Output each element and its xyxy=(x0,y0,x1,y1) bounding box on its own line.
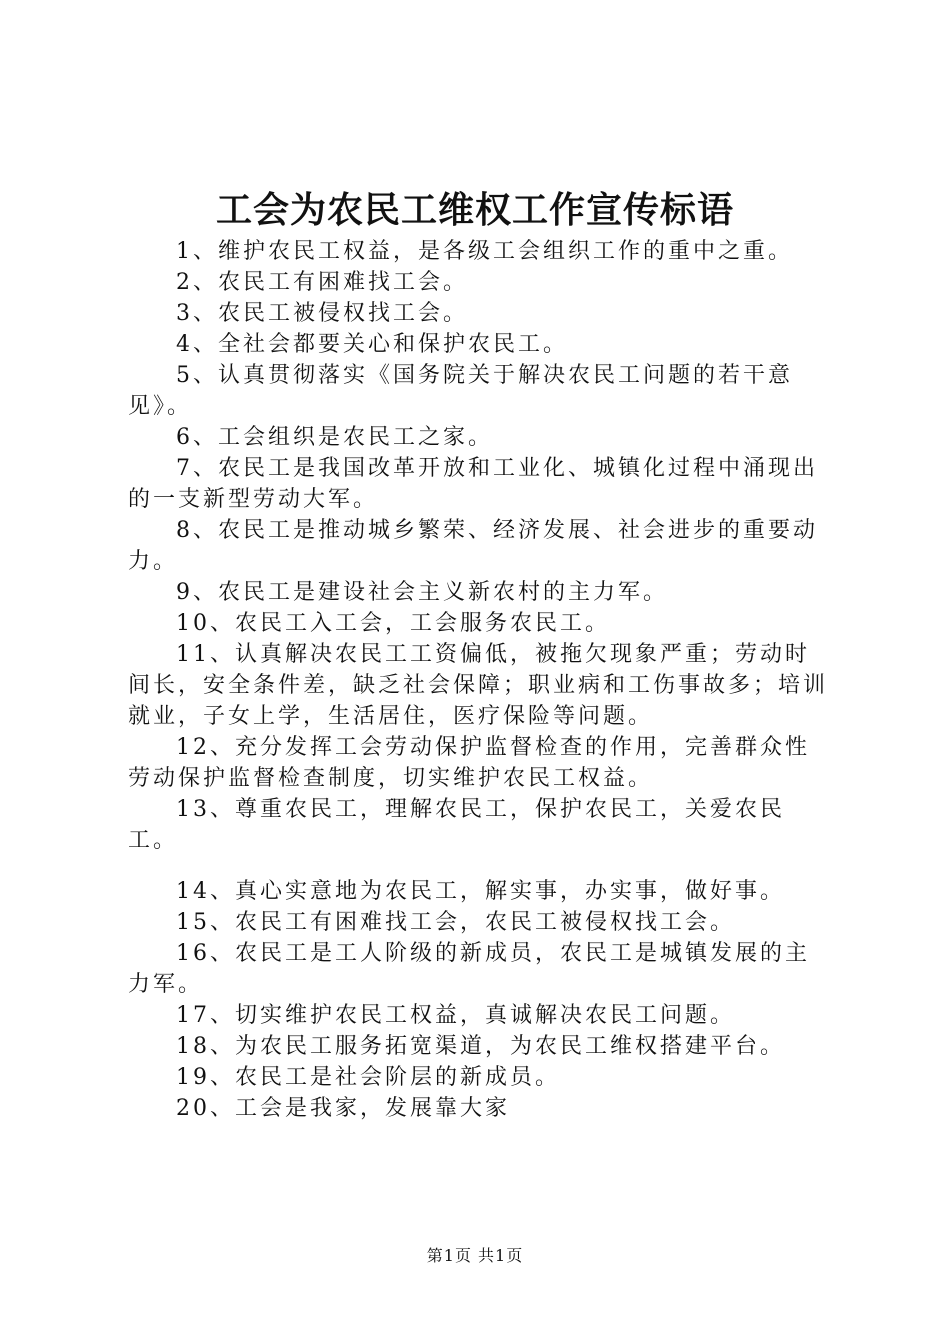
slogan-item: 15、农民工有困难找工会，农民工被侵权找工会。 xyxy=(176,910,735,935)
page-number-footer: 第1页 共1页 xyxy=(426,1246,524,1265)
slogan-item: 19、农民工是社会阶层的新成员。 xyxy=(176,1065,560,1090)
slogan-item: 1、维护农民工权益，是各级工会组织工作的重中之重。 xyxy=(176,239,793,264)
slogan-item: 13、尊重农民工，理解农民工，保护农民工，关爱农民工。 xyxy=(128,797,785,853)
slogan-item: 6、工会组织是农民工之家。 xyxy=(176,425,493,450)
slogan-item: 18、为农民工服务拓宽渠道，为农民工维权搭建平台。 xyxy=(176,1034,785,1059)
slogan-item: 7、农民工是我国改革开放和工业化、城镇化过程中涌现出的一支新型劳动大军。 xyxy=(128,456,818,512)
slogan-item: 14、真心实意地为农民工，解实事，办实事，做好事。 xyxy=(176,879,785,904)
slogan-item: 5、认真贯彻落实《国务院关于解决农民工问题的若干意见》。 xyxy=(128,363,793,419)
slogan-item: 2、农民工有困难找工会。 xyxy=(176,270,468,295)
slogan-item: 4、全社会都要关心和保护农民工。 xyxy=(176,332,568,357)
slogan-item: 10、农民工入工会，工会服务农民工。 xyxy=(176,611,610,636)
slogan-item: 3、农民工被侵权找工会。 xyxy=(176,301,468,326)
slogan-list xyxy=(128,236,834,1124)
slogan-item: 16、农民工是工人阶级的新成员，农民工是城镇发展的主力军。 xyxy=(128,941,810,997)
slogan-item: 17、切实维护农民工权益，真诚解决农民工问题。 xyxy=(176,1003,735,1028)
slogan-item: 11、认真解决农民工工资偏低，被拖欠现象严重；劳动时间长，安全条件差，缺乏社会保障；职业病和工伤事故多；培训就业，子女上学，生活居住，医疗保险等问题。 xyxy=(128,642,829,729)
slogan-item: 12、充分发挥工会劳动保护监督检查的作用，完善群众性劳动保护监督检查制度，切实维护农民工权益。 xyxy=(128,735,810,791)
slogan-item: 20、工会是我家，发展靠大家 xyxy=(176,1096,510,1121)
slogan-item: 9、农民工是建设社会主义新农村的主力军。 xyxy=(176,580,668,605)
document-title: 工会为农民工维权工作宣传标语 xyxy=(215,189,734,231)
slogan-item: 8、农民工是推动城乡繁荣、经济发展、社会进步的重要动力。 xyxy=(128,518,818,574)
